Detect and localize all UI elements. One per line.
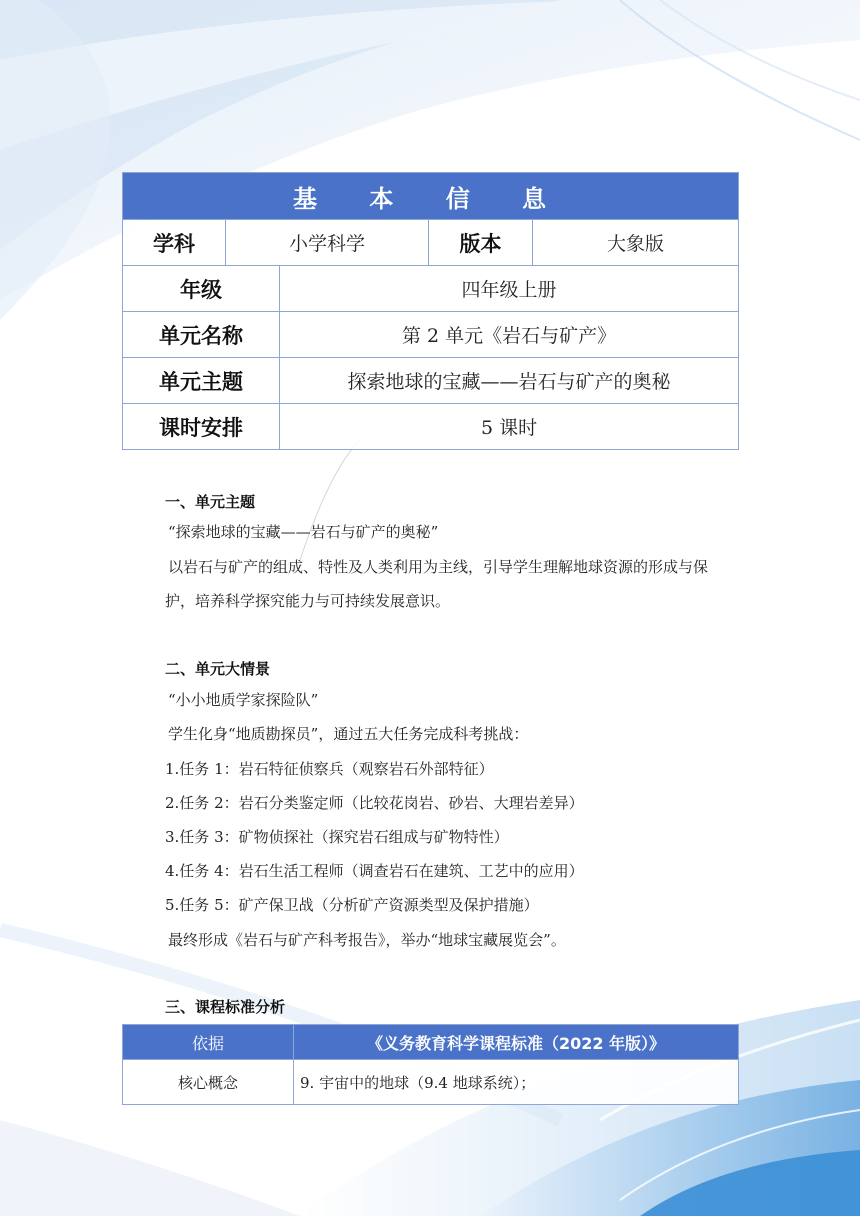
- unit-theme-label: 单元主题: [123, 358, 280, 404]
- section1-quote: “探索地球的宝藏——岩石与矿产的奥秘”: [168, 523, 439, 541]
- section1-heading: 一、单元主题: [165, 493, 256, 511]
- edition-label: 版本: [429, 220, 533, 266]
- schedule-label: 课时安排: [123, 404, 280, 450]
- subject-label: 学科: [123, 220, 226, 266]
- schedule-value: 5 课时: [280, 404, 739, 450]
- basic-info-title: 基 本 信 息: [123, 173, 739, 220]
- task-item: 5.任务 5：矿产保卫战（分析矿产资源类型及保护措施）: [165, 896, 539, 914]
- curriculum-standard-table: [122, 1024, 739, 1105]
- section3-heading: 三、课程标准分析: [165, 998, 286, 1016]
- task-item: 3.任务 3：矿物侦探社（探究岩石组成与矿物特性）: [165, 828, 509, 846]
- section1-body: [165, 550, 735, 618]
- unit-name-label: 单元名称: [123, 312, 280, 358]
- core-concept-label: 核心概念: [123, 1060, 294, 1105]
- task-item: 2.任务 2：岩石分类鉴定师（比较花岗岩、砂岩、大理岩差异）: [165, 794, 584, 812]
- section2-outro: 最终形成《岩石与矿产科考报告》，举办“地球宝藏展览会”。: [168, 931, 566, 949]
- edition-value: 大象版: [533, 220, 739, 266]
- section2-quote: “小小地质学家探险队”: [168, 691, 319, 709]
- core-concept-value: 9. 宇宙中的地球（9.4 地球系统）；: [294, 1060, 739, 1105]
- section2-heading: 二、单元大情景: [165, 660, 271, 678]
- task-item: 4.任务 4：岩石生活工程师（调查岩石在建筑、工艺中的应用）: [165, 862, 584, 880]
- grade-value: 四年级上册: [280, 266, 739, 312]
- unit-name-value: 第 2 单元《岩石与矿产》: [280, 312, 739, 358]
- task-item: 1.任务 1：岩石特征侦察兵（观察岩石外部特征）: [165, 760, 494, 778]
- standard-header: 《义务教育科学课程标准（2022 年版）》: [294, 1025, 739, 1060]
- basis-header: 依据: [123, 1025, 294, 1060]
- section1-body-text: 以岩石与矿产的组成、特性及人类利用为主线，引导学生理解地球资源的形成与保护，培养科学探究能力与可持续发展意识。: [165, 558, 709, 610]
- subject-value: 小学科学: [226, 220, 429, 266]
- basic-info-table: [122, 172, 739, 450]
- grade-label: 年级: [123, 266, 280, 312]
- section2-intro: 学生化身“地质勘探员”，通过五大任务完成科考挑战：: [168, 725, 529, 743]
- unit-theme-value: 探索地球的宝藏——岩石与矿产的奥秘: [280, 358, 739, 404]
